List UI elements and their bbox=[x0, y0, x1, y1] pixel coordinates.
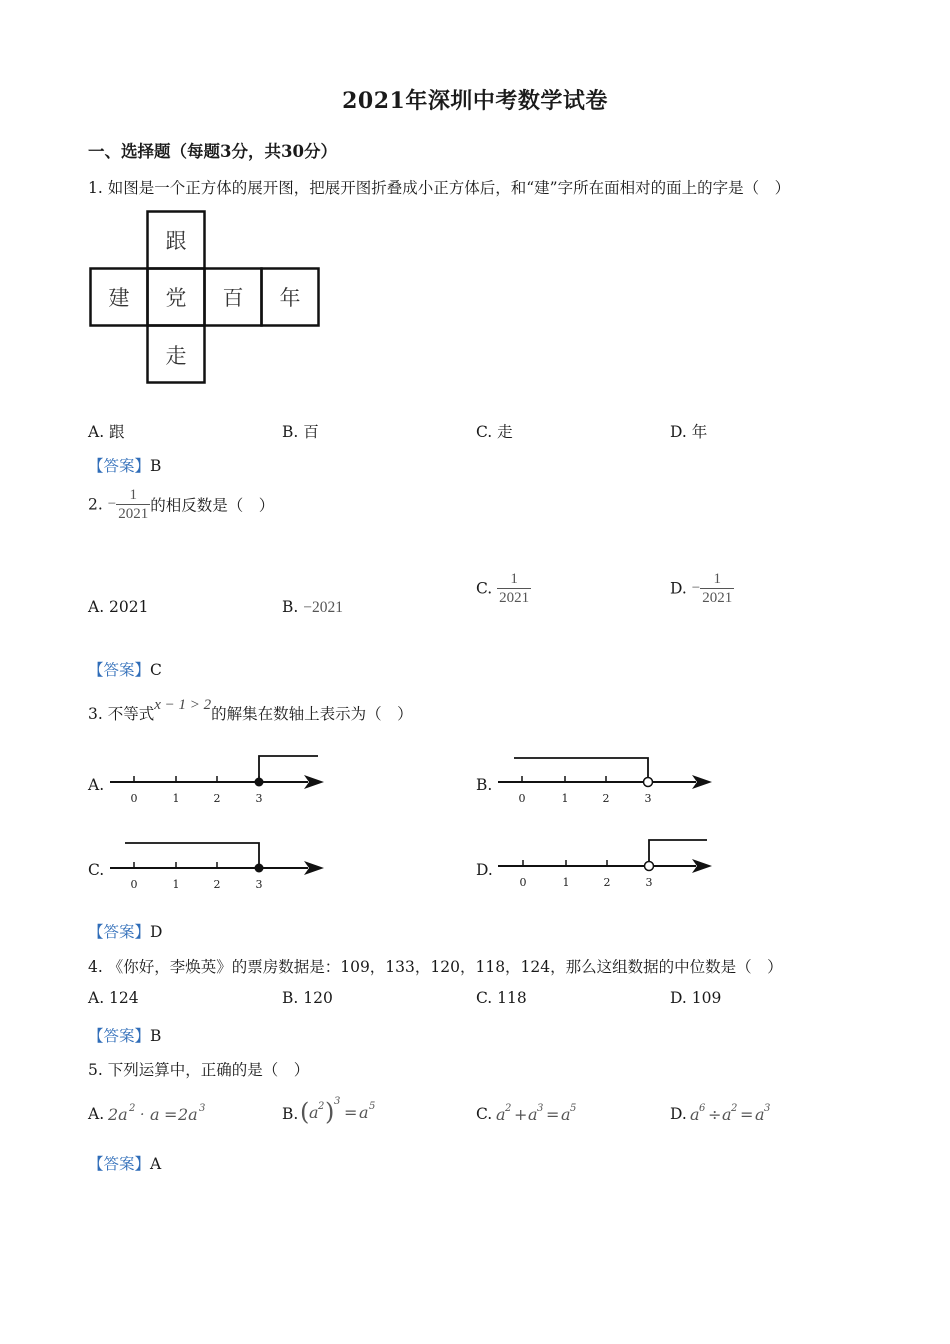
svg-text:2: 2 bbox=[505, 1103, 512, 1114]
tick-label-2: 2 bbox=[602, 792, 610, 805]
tick-label-2: 2 bbox=[603, 876, 611, 889]
q2-option-c-label: C. bbox=[476, 579, 493, 598]
q5-option-b-formula bbox=[298, 1092, 388, 1130]
svg-text:a: a bbox=[496, 1105, 506, 1124]
q5-option-b-label: B. bbox=[282, 1105, 299, 1123]
q2-fraction bbox=[116, 486, 150, 523]
svg-text:=: = bbox=[164, 1105, 178, 1124]
q4-answer-value: B bbox=[150, 1027, 162, 1045]
q3-number: 3. 不等式 bbox=[88, 705, 155, 723]
q3-stem bbox=[88, 692, 413, 723]
q3-answer bbox=[88, 920, 162, 942]
q3-stem-tail: 的解集在数轴上表示为（ ） bbox=[211, 705, 413, 723]
net-label-left: 建 bbox=[108, 286, 130, 310]
tick-label-2: 2 bbox=[213, 792, 221, 805]
svg-text:·: · bbox=[140, 1107, 145, 1123]
q3-answer-tag: 【答案】 bbox=[88, 923, 151, 941]
svg-text:=: = bbox=[344, 1103, 358, 1122]
q1-option-c: C. 走 bbox=[476, 423, 513, 441]
svg-text:÷: ÷ bbox=[708, 1105, 722, 1124]
net-label-top: 跟 bbox=[165, 229, 187, 253]
q2-c-denominator: 2021 bbox=[499, 590, 530, 606]
svg-text:a: a bbox=[309, 1103, 319, 1122]
svg-text:2a: 2a bbox=[178, 1105, 198, 1124]
q3-number-line-d bbox=[496, 832, 716, 894]
cube-net-figure bbox=[88, 210, 324, 390]
q2-option-d bbox=[670, 570, 734, 607]
tick-label-0: 0 bbox=[130, 792, 138, 805]
q3-option-b-label: B. bbox=[476, 776, 493, 794]
svg-text:+: + bbox=[514, 1105, 528, 1124]
q3-number-line-c bbox=[108, 834, 328, 896]
tick-label-1: 1 bbox=[561, 792, 569, 805]
q3-option-d-label: D. bbox=[476, 861, 493, 879]
tick-label-1: 1 bbox=[172, 878, 180, 891]
q5-option-d-formula bbox=[688, 1096, 788, 1130]
q2-d-denominator: 2021 bbox=[702, 590, 733, 606]
tick-label-0: 0 bbox=[519, 876, 527, 889]
svg-text:2a: 2a bbox=[108, 1105, 128, 1124]
q2-option-d-fraction bbox=[700, 570, 734, 607]
q1-answer-value: B bbox=[150, 457, 162, 475]
q2-option-a: A. 2021 bbox=[88, 598, 149, 616]
q2-option-d-label: D. bbox=[670, 579, 687, 598]
svg-text:=: = bbox=[740, 1105, 754, 1124]
q2-number: 2. bbox=[88, 495, 103, 514]
tick-label-2: 2 bbox=[213, 878, 221, 891]
q5-option-c-formula bbox=[494, 1096, 594, 1130]
net-label-right2: 年 bbox=[279, 286, 301, 310]
q3-number-line-a bbox=[108, 748, 328, 810]
q2-option-b bbox=[282, 598, 343, 617]
q4-option-a: A. 124 bbox=[88, 989, 139, 1007]
svg-text:a: a bbox=[755, 1105, 765, 1124]
svg-text:2: 2 bbox=[129, 1103, 136, 1114]
q2-c-numerator: 1 bbox=[497, 570, 531, 589]
q2-frac-numerator: 1 bbox=[116, 486, 150, 505]
net-label-right1: 百 bbox=[222, 286, 244, 310]
svg-text:): ) bbox=[325, 1098, 335, 1126]
q4-answer bbox=[88, 1024, 161, 1046]
svg-text:6: 6 bbox=[699, 1103, 706, 1114]
tick-label-0: 0 bbox=[130, 878, 138, 891]
section-heading: 一、选择题（每题3分，共30分） bbox=[88, 142, 337, 161]
q3-option-c-label: C. bbox=[88, 861, 105, 879]
svg-text:(: ( bbox=[300, 1098, 310, 1126]
svg-text:3: 3 bbox=[764, 1103, 771, 1114]
q2-answer-value: C bbox=[150, 661, 162, 679]
tick-label-1: 1 bbox=[562, 876, 570, 889]
svg-text:5: 5 bbox=[570, 1103, 577, 1114]
q2-answer bbox=[88, 658, 162, 680]
svg-text:2: 2 bbox=[318, 1101, 325, 1112]
q1-option-a: A. 跟 bbox=[88, 423, 125, 441]
q5-option-d-label: D. bbox=[670, 1105, 687, 1123]
svg-text:2: 2 bbox=[731, 1103, 738, 1114]
svg-text:3: 3 bbox=[537, 1103, 544, 1114]
q5-option-a-formula bbox=[106, 1096, 216, 1130]
svg-text:a: a bbox=[359, 1103, 369, 1122]
q2-stem-tail: 的相反数是（ ） bbox=[150, 496, 275, 515]
q1-stem: 1. 如图是一个正方体的展开图，把展开图折叠成小正方体后，和“建”字所在面相对的面上的字是（ ） bbox=[88, 179, 791, 197]
q2-option-c bbox=[476, 570, 531, 607]
q5-stem: 5. 下列运算中，正确的是（ ） bbox=[88, 1061, 310, 1079]
svg-text:3: 3 bbox=[199, 1103, 206, 1114]
page-title: 2021年深圳中考数学试卷 bbox=[342, 88, 608, 114]
svg-text:a: a bbox=[528, 1105, 538, 1124]
svg-text:=: = bbox=[546, 1105, 560, 1124]
svg-text:5: 5 bbox=[369, 1101, 376, 1112]
q5-answer-value: A bbox=[150, 1155, 162, 1173]
svg-text:a: a bbox=[690, 1105, 700, 1124]
svg-text:a: a bbox=[150, 1105, 160, 1124]
tick-label-0: 0 bbox=[518, 792, 526, 805]
q5-answer bbox=[88, 1152, 161, 1174]
q1-option-b: B. 百 bbox=[282, 423, 319, 441]
svg-text:3: 3 bbox=[334, 1096, 341, 1107]
q2-frac-denominator: 2021 bbox=[118, 506, 149, 522]
q3-inequality: x − 1 > 2 bbox=[154, 697, 212, 713]
tick-label-3: 3 bbox=[644, 792, 652, 805]
q3-number-line-b bbox=[496, 748, 716, 810]
net-label-bottom: 走 bbox=[165, 344, 187, 368]
q5-option-c-label: C. bbox=[476, 1105, 493, 1123]
q2-option-d-minus: − bbox=[691, 580, 701, 596]
q4-option-c: C. 118 bbox=[476, 989, 527, 1007]
q1-answer-tag: 【答案】 bbox=[88, 457, 151, 475]
q4-option-d: D. 109 bbox=[670, 989, 722, 1007]
q3-answer-value: D bbox=[150, 923, 163, 941]
q2-answer-tag: 【答案】 bbox=[88, 661, 151, 679]
q1-option-d: D. 年 bbox=[670, 423, 708, 441]
q2-stem bbox=[88, 486, 274, 523]
tick-label-3: 3 bbox=[255, 878, 263, 891]
net-label-center: 党 bbox=[165, 286, 187, 310]
tick-label-3: 3 bbox=[255, 792, 263, 805]
tick-label-3: 3 bbox=[645, 876, 653, 889]
svg-text:a: a bbox=[722, 1105, 732, 1124]
q4-answer-tag: 【答案】 bbox=[88, 1027, 151, 1045]
svg-text:a: a bbox=[561, 1105, 571, 1124]
q1-answer bbox=[88, 454, 161, 476]
q5-option-a-label: A. bbox=[88, 1105, 105, 1123]
q4-option-b: B. 120 bbox=[282, 989, 333, 1007]
q5-answer-tag: 【答案】 bbox=[88, 1155, 151, 1173]
q3-option-a-label: A. bbox=[88, 776, 105, 794]
q4-stem: 4. 《你好，李焕英》的票房数据是：109，133，120，118，124，那么这组数据的中位数是（ ） bbox=[88, 958, 783, 976]
q2-option-b-label: B. bbox=[282, 598, 299, 616]
q2-option-c-fraction bbox=[497, 570, 531, 607]
q2-minus-sign: − bbox=[107, 496, 117, 512]
q2-option-b-value: −2021 bbox=[303, 599, 344, 616]
q2-d-numerator: 1 bbox=[700, 570, 734, 589]
tick-label-1: 1 bbox=[172, 792, 180, 805]
